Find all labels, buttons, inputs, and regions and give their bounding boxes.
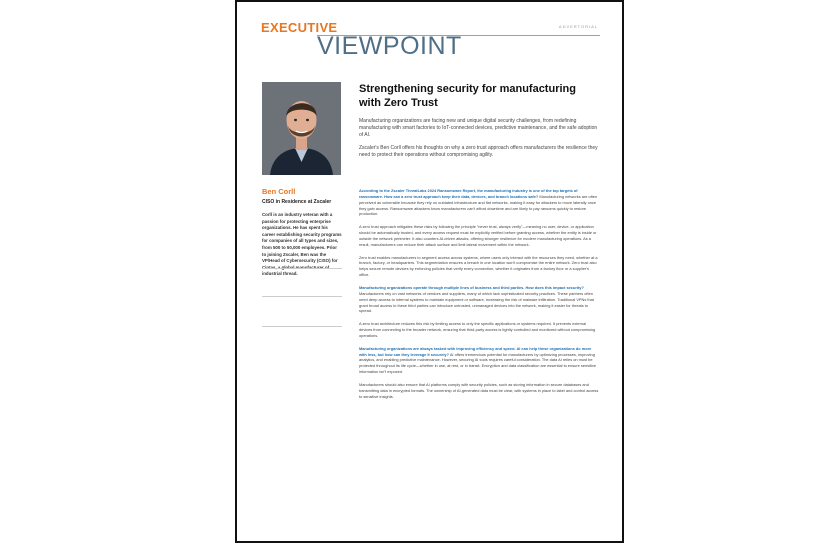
document-frame: [235, 0, 624, 543]
answer-text: Zero trust enables manufacturers to segment access across systems, where users only interact with the resources they need, whether at a branch, factory, or headquarters. This segmentation ensures a breach in one location won't compromise the entire network. Zero trust also helps secure remote devices by enforcing policies that verify every connection, whether it originates from a factory floor or a supplier's office.: [359, 254, 598, 278]
body-paragraph: [359, 255, 599, 278]
answer-text: AI offers tremendous potential for manufacturers by optimizing processes, improving analytics, and enabling predictive maintenance. However, securing AI tools requires careful consideration. The data AI relies on must be protected throughout its life cycle—whether in use, at rest, or in transit. Encryption and data classification are essential to ensure sensitive information isn't exposed.: [359, 351, 597, 375]
article-title: Strengthening security for manufacturing with Zero Trust: [359, 83, 576, 109]
answer-text: Manufacturers rely on vast networks of vendors and suppliers, many of which lack sophisticated security practices. These partners often need deep access to internal systems to maintain equipment or software, increasing the risk of malware infiltration. Traditional VPNs that grant broad access to these third parties can introduce untrusted, unmanaged devices into the network, making it easier for threats to spread.: [359, 290, 594, 314]
sidebar-divider: [262, 268, 342, 269]
body-paragraph: [359, 285, 599, 314]
sidebar-divider: [262, 326, 342, 327]
sidebar-divider: [262, 296, 342, 297]
question-lead: Manufacturing organizations operate through multiple lines of business and third parties. How does this impact security?: [359, 284, 584, 290]
question-lead: Manufacturing organizations are always tasked with improving efficiency and speed. AI can help these organizations do more with less, but how can they leverage it securely?: [359, 345, 592, 357]
intro-paragraph: Zscaler's Ben Corll offers his thoughts on why a zero trust approach offers manufacturers the resilience they need to protect their operations without compromising agility.: [359, 145, 598, 158]
body-paragraph: [359, 224, 599, 247]
body-paragraph: [359, 321, 599, 339]
body-paragraph: [359, 188, 599, 217]
advertorial-label: ADVERTORIAL: [558, 24, 598, 29]
author-role: CISO in Residence at Zscaler: [262, 199, 332, 205]
article-body: [359, 188, 599, 406]
author-photo: [262, 82, 341, 175]
answer-text: Manufacturing networks are often perceived as vulnerable because they rely on outdated infrastructure and flat networks, making it easy for attackers to move laterally once they gain access. Ransomware attackers know manufacturers can't afford downtime and are likely to pay ransoms quickly to restore production.: [359, 193, 598, 217]
body-paragraph: [359, 382, 599, 400]
author-bio: Corll is an industry veteran with a passion for protecting enterprise organizations. He has spent his career establishing security programs for companies of all types and sizes, from 500 to 50,000 employees. Prior to joining Zscaler, Ben was the VP/Head of Cybersecurity (CISO) for industrial thread.: [262, 212, 342, 277]
article-intro: [359, 118, 599, 165]
answer-text: Manufacturers should also ensure that AI platforms comply with security policies, such as storing information in secure databases and transmitting data in encrypted formats. The ownership of AI-generated data must be clear, with systems in place to label and control access to sensitive insights.: [359, 381, 599, 399]
intro-paragraph: Manufacturing organizations are facing new and unique digital security challenges, from redefining manufacturing with smart factories to IoT-connected devices, predictive maintenance, and the safe adoption of AI.: [359, 118, 598, 138]
author-name: Ben Corll: [262, 187, 296, 196]
question-lead: According to the Zscaler ThreatLabz 2024 Ransomware Report, the manufacturing industry is one of the top targets of ransomware. How can a zero trust approach keep their data, devices, and branch locations safe?: [359, 188, 578, 199]
header-kicker: EXECUTIVE: [261, 20, 338, 35]
body-paragraph: [359, 346, 599, 375]
answer-text: A zero trust architecture reduces this risk by limiting access to only the specific applications or systems required. It prevents external devices from connecting to the broader network, ensuring that third-party access is tightly controlled and monitored without compromising operations.: [359, 321, 596, 338]
header-title: VIEWPOINT: [317, 32, 462, 60]
advertorial-page: [237, 2, 622, 543]
answer-text: A zero trust approach mitigates these risks by following the principle "never trust, always verify"—meaning no user, device, or application should be automatically trusted, and every access request must be explicitly verified before granting access, whether the entity is inside or outside the network perimeter. It also counters AI-driven attacks, offering stronger resilience for modern manufacturing operations. As a result, manufacturers can reduce their attack surface and limit lateral movement within the network.: [359, 224, 597, 247]
